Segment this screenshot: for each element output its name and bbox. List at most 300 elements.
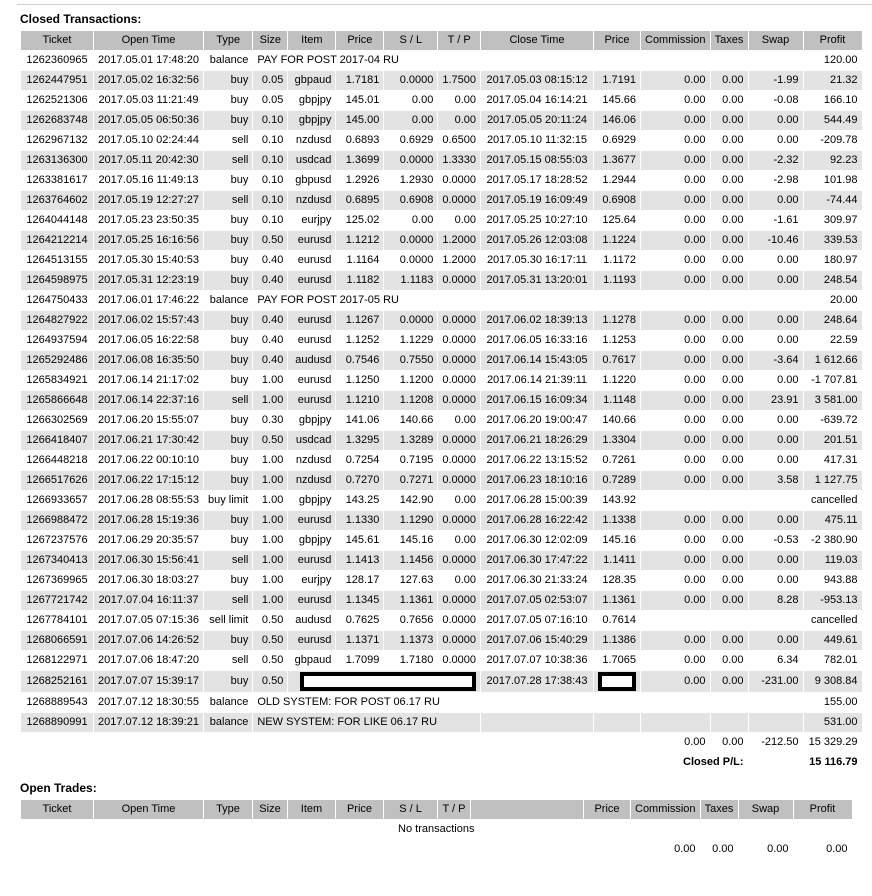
cell-type: balance xyxy=(204,51,252,70)
closed-total-swap: -212.50 xyxy=(761,736,799,748)
cell-profit: 248.64 xyxy=(804,311,862,330)
cell-type: balance xyxy=(204,713,252,732)
cell-close-time: 2017.07.28 17:38:43 xyxy=(481,671,593,692)
cell-close-price: 1.1338 xyxy=(594,511,640,530)
cell-ticket: 1268252161 xyxy=(21,671,93,692)
cell-profit: 309.97 xyxy=(804,211,862,230)
column-header-tp: T / P xyxy=(438,800,470,819)
table-row-trade xyxy=(21,131,862,150)
cell-close-time: 2017.06.30 12:02:09 xyxy=(481,531,593,550)
cell-profit: 180.97 xyxy=(804,251,862,270)
cell-close-time: 2017.05.04 16:14:21 xyxy=(481,91,593,110)
cell-close-price xyxy=(594,693,640,712)
cell-tp: 0.0000 xyxy=(438,371,480,390)
cell-open-time: 2017.07.06 18:47:20 xyxy=(94,651,203,670)
cell-item: eurjpy xyxy=(288,571,335,590)
cell-price: 125.02 xyxy=(336,211,383,230)
cell-ticket: 1267340413 xyxy=(21,551,93,570)
cell-commission: 0.00 xyxy=(641,311,710,330)
cell-ticket: 1268122971 xyxy=(21,651,93,670)
cell-close-time: 2017.07.05 07:16:10 xyxy=(481,611,593,630)
cell-close-price: 145.66 xyxy=(594,91,640,110)
cell-close-time: 2017.06.02 18:39:13 xyxy=(481,311,593,330)
cell-swap: -10.46 xyxy=(749,231,803,250)
cell-price: 1.1267 xyxy=(336,311,383,330)
cell-commission: 0.00 xyxy=(641,471,710,490)
cell-close-price: 145.16 xyxy=(594,531,640,550)
totals-spacer xyxy=(21,733,640,752)
closed-transactions-table xyxy=(20,30,863,773)
cell-swap: 0.00 xyxy=(749,131,803,150)
cell-size: 0.40 xyxy=(253,271,287,290)
cell-close-time: 2017.07.05 02:53:07 xyxy=(481,591,593,610)
cell-sl: 0.7550 xyxy=(384,351,437,370)
cell-price: 1.1371 xyxy=(336,631,383,650)
table-row-trade xyxy=(21,631,862,650)
cell-close-price: 1.1386 xyxy=(594,631,640,650)
cell-commission: 0.00 xyxy=(641,251,710,270)
cell-tp: 1.7500 xyxy=(438,71,480,90)
cell-price: 0.7254 xyxy=(336,451,383,470)
cell-item: eurusd xyxy=(288,271,335,290)
cell-open-time: 2017.06.29 20:35:57 xyxy=(94,531,203,550)
cell-size: 1.00 xyxy=(253,511,287,530)
cell-taxes: 0.00 xyxy=(711,331,748,350)
cell-open-time: 2017.05.01 17:48:20 xyxy=(94,51,203,70)
cell-type: buy xyxy=(204,211,252,230)
cell-tp: 0.6500 xyxy=(438,131,480,150)
cell-type: buy xyxy=(204,111,252,130)
cell-type: buy xyxy=(204,471,252,490)
closed-transactions-title: Closed Transactions: xyxy=(20,12,142,26)
cell-swap: 6.34 xyxy=(749,651,803,670)
cell-profit: 9 308.84 xyxy=(804,671,862,692)
cell-commission: 0.00 xyxy=(641,651,710,670)
cell-swap: 0.00 xyxy=(749,571,803,590)
cell-price: 1.1210 xyxy=(336,391,383,410)
cell-close-time xyxy=(481,693,593,712)
cell-type: buy xyxy=(204,511,252,530)
table-row-trade xyxy=(21,251,862,270)
column-header-close-time xyxy=(471,800,583,819)
cell-open-time: 2017.05.23 23:50:35 xyxy=(94,211,203,230)
cell-size: 0.10 xyxy=(253,111,287,130)
cell-sl: 127.63 xyxy=(384,571,437,590)
cell-close-time: 2017.05.26 12:03:08 xyxy=(481,231,593,250)
cell-taxes xyxy=(711,713,748,732)
cell-size: 0.30 xyxy=(253,411,287,430)
cell-ticket: 1264044148 xyxy=(21,211,93,230)
cell-redacted-item-price xyxy=(288,671,480,692)
cell-size: 0.50 xyxy=(253,631,287,650)
cell-item: gbpaud xyxy=(288,651,335,670)
open-total-profit: 0.00 xyxy=(826,843,848,855)
cell-size: 1.00 xyxy=(253,591,287,610)
cell-sl: 1.1200 xyxy=(384,371,437,390)
cell-profit: 22.59 xyxy=(804,331,862,350)
cell-taxes: 0.00 xyxy=(711,231,748,250)
cell-tp: 0.00 xyxy=(438,411,480,430)
cell-type: buy xyxy=(204,371,252,390)
cell-commission: 0.00 xyxy=(641,551,710,570)
column-header-size: Size xyxy=(253,31,287,50)
cell-sl: 1.1290 xyxy=(384,511,437,530)
cell-size: 0.50 xyxy=(253,611,287,630)
cell-close-price: 1.1224 xyxy=(594,231,640,250)
column-header-swap: Swap xyxy=(749,31,803,50)
cell-close-time: 2017.06.30 21:33:24 xyxy=(481,571,593,590)
cell-swap: -0.53 xyxy=(749,531,803,550)
cell-tp: 0.00 xyxy=(438,571,480,590)
cell-size: 0.40 xyxy=(253,311,287,330)
cell-price: 1.1413 xyxy=(336,551,383,570)
cell-close-price: 146.06 xyxy=(594,111,640,130)
cell-commission: 0.00 xyxy=(641,271,710,290)
table-row-trade xyxy=(21,91,862,110)
cell-sl: 145.16 xyxy=(384,531,437,550)
cell-item: nzdusd xyxy=(288,451,335,470)
open-trades-title: Open Trades: xyxy=(20,781,97,795)
cell-tp: 0.0000 xyxy=(438,451,480,470)
cell-price: 0.6893 xyxy=(336,131,383,150)
cell-close-price: 143.92 xyxy=(594,491,640,510)
cell-ticket: 1263381617 xyxy=(21,171,93,190)
cell-sl: 1.1208 xyxy=(384,391,437,410)
cell-sl: 0.6929 xyxy=(384,131,437,150)
cell-tp: 1.2000 xyxy=(438,231,480,250)
table-row-trade xyxy=(21,211,862,230)
cell-item: gbpjpy xyxy=(288,91,335,110)
cell-ticket: 1262447951 xyxy=(21,71,93,90)
table-row-trade xyxy=(21,191,862,210)
cell-item: nzdusd xyxy=(288,191,335,210)
column-header-open-time: Open Time xyxy=(94,31,203,50)
cell-swap xyxy=(749,611,803,630)
cell-close-time xyxy=(481,291,593,310)
cell-item: eurusd xyxy=(288,631,335,650)
cell-profit: -953.13 xyxy=(804,591,862,610)
cell-tp: 0.0000 xyxy=(438,591,480,610)
column-header-taxes: Taxes xyxy=(711,31,748,50)
cell-swap: -0.08 xyxy=(749,91,803,110)
cell-type: sell xyxy=(204,551,252,570)
cell-swap: 0.00 xyxy=(749,511,803,530)
cell-profit: 475.11 xyxy=(804,511,862,530)
cell-commission: 0.00 xyxy=(641,511,710,530)
column-header-item: Item xyxy=(288,31,335,50)
cell-ticket: 1262521306 xyxy=(21,91,93,110)
cell-sl: 0.0000 xyxy=(384,311,437,330)
totals-spacer xyxy=(21,840,630,859)
column-header-close-price: Price xyxy=(584,800,630,819)
cell-swap: 23.91 xyxy=(749,391,803,410)
cell-taxes xyxy=(711,491,748,510)
cell-profit: 544.49 xyxy=(804,111,862,130)
cell-open-time: 2017.06.30 18:03:27 xyxy=(94,571,203,590)
cell-ticket: 1266448218 xyxy=(21,451,93,470)
cell-commission xyxy=(641,611,710,630)
open-total-swap: 0.00 xyxy=(767,843,789,855)
cell-tp: 0.00 xyxy=(438,91,480,110)
cell-type: buy xyxy=(204,451,252,470)
cell-close-price: 128.35 xyxy=(594,571,640,590)
cell-open-time: 2017.06.22 00:10:10 xyxy=(94,451,203,470)
closed-totals-row xyxy=(21,733,862,752)
cell-open-time: 2017.06.14 22:37:16 xyxy=(94,391,203,410)
column-header-price: Price xyxy=(336,800,383,819)
cell-commission: 0.00 xyxy=(641,391,710,410)
cell-type: balance xyxy=(204,291,252,310)
cell-size: 1.00 xyxy=(253,371,287,390)
cell-profit: 449.61 xyxy=(804,631,862,650)
cell-price: 1.1252 xyxy=(336,331,383,350)
cell-swap: 0.00 xyxy=(749,331,803,350)
cell-redacted-close-price xyxy=(594,671,640,692)
cell-swap xyxy=(749,491,803,510)
cell-item: eurusd xyxy=(288,331,335,350)
no-transactions-row xyxy=(21,820,852,839)
column-header-type: Type xyxy=(204,31,252,50)
cell-item: eurusd xyxy=(288,551,335,570)
open-header-row xyxy=(21,800,852,819)
column-header-item: Item xyxy=(288,800,335,819)
cell-taxes: 0.00 xyxy=(711,151,748,170)
table-row-trade xyxy=(21,471,862,490)
cell-open-time: 2017.07.12 18:39:21 xyxy=(94,713,203,732)
cell-type: sell limit xyxy=(204,611,252,630)
cell-close-time: 2017.06.22 13:15:52 xyxy=(481,451,593,470)
cell-type: buy xyxy=(204,331,252,350)
cell-swap: -1.99 xyxy=(749,71,803,90)
cell-tp: 0.00 xyxy=(438,491,480,510)
cell-commission: 0.00 xyxy=(641,431,710,450)
cell-tp: 0.0000 xyxy=(438,431,480,450)
cell-close-time: 2017.05.19 16:09:49 xyxy=(481,191,593,210)
cell-taxes: 0.00 xyxy=(711,131,748,150)
cell-item: gbpjpy xyxy=(288,411,335,430)
cell-taxes: 0.00 xyxy=(711,251,748,270)
cell-size: 0.10 xyxy=(253,211,287,230)
table-row-trade xyxy=(21,431,862,450)
column-header-profit: Profit xyxy=(794,800,852,819)
table-row-trade xyxy=(21,491,862,510)
cell-ticket: 1262683748 xyxy=(21,111,93,130)
cell-type: buy xyxy=(204,71,252,90)
cell-size: 0.50 xyxy=(253,671,287,692)
cell-close-price: 1.1193 xyxy=(594,271,640,290)
column-header-ticket: Ticket xyxy=(21,31,93,50)
cell-sl: 0.6908 xyxy=(384,191,437,210)
cell-profit: 1 612.66 xyxy=(804,351,862,370)
cell-tp: 0.00 xyxy=(438,211,480,230)
cell-tp: 0.00 xyxy=(438,531,480,550)
cell-ticket: 1262967132 xyxy=(21,131,93,150)
cell-open-time: 2017.06.22 17:15:12 xyxy=(94,471,203,490)
cell-close-time: 2017.06.30 17:47:22 xyxy=(481,551,593,570)
cell-open-time: 2017.06.01 17:46:22 xyxy=(94,291,203,310)
cell-sl: 0.00 xyxy=(384,91,437,110)
column-header-open-time: Open Time xyxy=(94,800,203,819)
cell-size: 0.40 xyxy=(253,251,287,270)
table-row-trade xyxy=(21,231,862,250)
cell-close-time: 2017.06.14 21:39:11 xyxy=(481,371,593,390)
cell-type: buy xyxy=(204,671,252,692)
cell-type: buy xyxy=(204,91,252,110)
cell-profit: -209.78 xyxy=(804,131,862,150)
cell-type: buy xyxy=(204,571,252,590)
open-totals-row xyxy=(21,840,852,859)
open-total-taxes: 0.00 xyxy=(712,843,734,855)
cell-size: 1.00 xyxy=(253,391,287,410)
column-header-ticket: Ticket xyxy=(21,800,93,819)
cell-swap: 0.00 xyxy=(749,311,803,330)
cell-tp: 0.0000 xyxy=(438,631,480,650)
cell-item: eurusd xyxy=(288,231,335,250)
cell-tp: 0.00 xyxy=(438,111,480,130)
column-header-price: Price xyxy=(336,31,383,50)
cell-size: 1.00 xyxy=(253,571,287,590)
cell-close-price: 140.66 xyxy=(594,411,640,430)
cell-commission: 0.00 xyxy=(641,631,710,650)
cell-size: 1.00 xyxy=(253,471,287,490)
cell-ticket: 1263764602 xyxy=(21,191,93,210)
cell-open-time: 2017.05.02 16:32:56 xyxy=(94,71,203,90)
cell-ticket: 1264598975 xyxy=(21,271,93,290)
cell-price: 143.25 xyxy=(336,491,383,510)
cell-size: 0.40 xyxy=(253,351,287,370)
cell-taxes: 0.00 xyxy=(711,631,748,650)
cell-close-price: 1.1148 xyxy=(594,391,640,410)
cell-swap: 0.00 xyxy=(749,631,803,650)
cell-profit: 531.00 xyxy=(804,713,862,732)
cell-open-time: 2017.05.11 20:42:30 xyxy=(94,151,203,170)
cell-swap: 8.28 xyxy=(749,591,803,610)
cell-sl: 1.3289 xyxy=(384,431,437,450)
cell-close-time: 2017.05.15 08:55:03 xyxy=(481,151,593,170)
cell-sl: 0.7195 xyxy=(384,451,437,470)
cell-ticket: 1263136300 xyxy=(21,151,93,170)
open-trades-table xyxy=(20,799,853,860)
cell-type: buy xyxy=(204,251,252,270)
table-row-balance xyxy=(21,693,862,712)
cell-commission: 0.00 xyxy=(641,531,710,550)
cell-size: 0.10 xyxy=(253,131,287,150)
cell-tp: 1.2000 xyxy=(438,251,480,270)
table-row-trade xyxy=(21,311,862,330)
cell-ticket: 1266988472 xyxy=(21,511,93,530)
cell-taxes: 0.00 xyxy=(711,531,748,550)
cell-ticket: 1262360965 xyxy=(21,51,93,70)
cell-swap: 0.00 xyxy=(749,411,803,430)
closed-pl-value: 15 116.79 xyxy=(809,756,858,768)
cell-type: buy xyxy=(204,271,252,290)
table-row-trade xyxy=(21,331,862,350)
column-header-profit: Profit xyxy=(804,31,862,50)
table-row-trade xyxy=(21,111,862,130)
closed-pl-spacer xyxy=(749,753,803,772)
cell-open-time: 2017.05.31 12:23:19 xyxy=(94,271,203,290)
cell-price: 1.7181 xyxy=(336,71,383,90)
column-header-sl: S / L xyxy=(384,800,437,819)
cell-open-time: 2017.05.16 11:49:13 xyxy=(94,171,203,190)
cell-taxes: 0.00 xyxy=(711,271,748,290)
table-row-trade xyxy=(21,171,862,190)
cell-tp: 1.3330 xyxy=(438,151,480,170)
cell-swap xyxy=(749,693,803,712)
column-header-commission: Commission xyxy=(641,31,710,50)
cell-price: 1.7099 xyxy=(336,651,383,670)
cell-taxes: 0.00 xyxy=(711,411,748,430)
cell-open-time: 2017.06.05 16:22:58 xyxy=(94,331,203,350)
cell-tp: 0.0000 xyxy=(438,191,480,210)
cell-open-time: 2017.05.30 15:40:53 xyxy=(94,251,203,270)
cell-sl: 1.2930 xyxy=(384,171,437,190)
column-header-commission: Commission xyxy=(631,800,700,819)
cell-close-time: 2017.05.31 13:20:01 xyxy=(481,271,593,290)
cell-swap xyxy=(749,291,803,310)
cell-taxes: 0.00 xyxy=(711,211,748,230)
closed-pl-row xyxy=(21,753,862,772)
column-header-taxes: Taxes xyxy=(701,800,738,819)
cell-commission: 0.00 xyxy=(641,71,710,90)
cell-price: 145.00 xyxy=(336,111,383,130)
cell-close-time: 2017.05.05 20:11:24 xyxy=(481,111,593,130)
cell-open-time: 2017.06.30 15:56:41 xyxy=(94,551,203,570)
open-total-commission: 0.00 xyxy=(674,843,696,855)
cell-taxes: 0.00 xyxy=(711,471,748,490)
cell-close-price: 125.64 xyxy=(594,211,640,230)
cell-close-price: 0.6929 xyxy=(594,131,640,150)
cell-close-time: 2017.05.03 08:15:12 xyxy=(481,71,593,90)
table-row-trade xyxy=(21,271,862,290)
cell-type: buy xyxy=(204,631,252,650)
cell-tp: 0.0000 xyxy=(438,611,480,630)
cell-price: 1.1250 xyxy=(336,371,383,390)
cell-commission: 0.00 xyxy=(641,111,710,130)
cell-size: 0.10 xyxy=(253,191,287,210)
cell-open-time: 2017.07.12 18:30:55 xyxy=(94,693,203,712)
table-row-trade xyxy=(21,511,862,530)
cell-commission: 0.00 xyxy=(641,371,710,390)
cell-profit: 119.03 xyxy=(804,551,862,570)
cell-size: 0.10 xyxy=(253,171,287,190)
cell-taxes: 0.00 xyxy=(711,571,748,590)
cell-commission: 0.00 xyxy=(641,411,710,430)
cell-commission: 0.00 xyxy=(641,131,710,150)
table-row-trade xyxy=(21,591,862,610)
column-header-tp: T / P xyxy=(438,31,480,50)
cell-commission: 0.00 xyxy=(641,91,710,110)
statement-page xyxy=(0,5,872,860)
cell-open-time: 2017.06.14 21:17:02 xyxy=(94,371,203,390)
cell-commission: 0.00 xyxy=(641,351,710,370)
cell-item: gbpusd xyxy=(288,171,335,190)
cell-close-time: 2017.05.30 16:17:11 xyxy=(481,251,593,270)
cell-item: nzdusd xyxy=(288,131,335,150)
cell-sl: 0.00 xyxy=(384,211,437,230)
cell-item: eurjpy xyxy=(288,211,335,230)
table-row-trade xyxy=(21,391,862,410)
cell-profit: -2 380.90 xyxy=(804,531,862,550)
cell-size: 1.00 xyxy=(253,531,287,550)
redaction-box xyxy=(300,672,476,691)
cell-swap: 0.00 xyxy=(749,451,803,470)
cell-swap: 0.00 xyxy=(749,271,803,290)
cell-profit: 3 581.00 xyxy=(804,391,862,410)
cell-sl: 1.1229 xyxy=(384,331,437,350)
cell-ticket: 1265834921 xyxy=(21,371,93,390)
cell-sl: 1.7180 xyxy=(384,651,437,670)
